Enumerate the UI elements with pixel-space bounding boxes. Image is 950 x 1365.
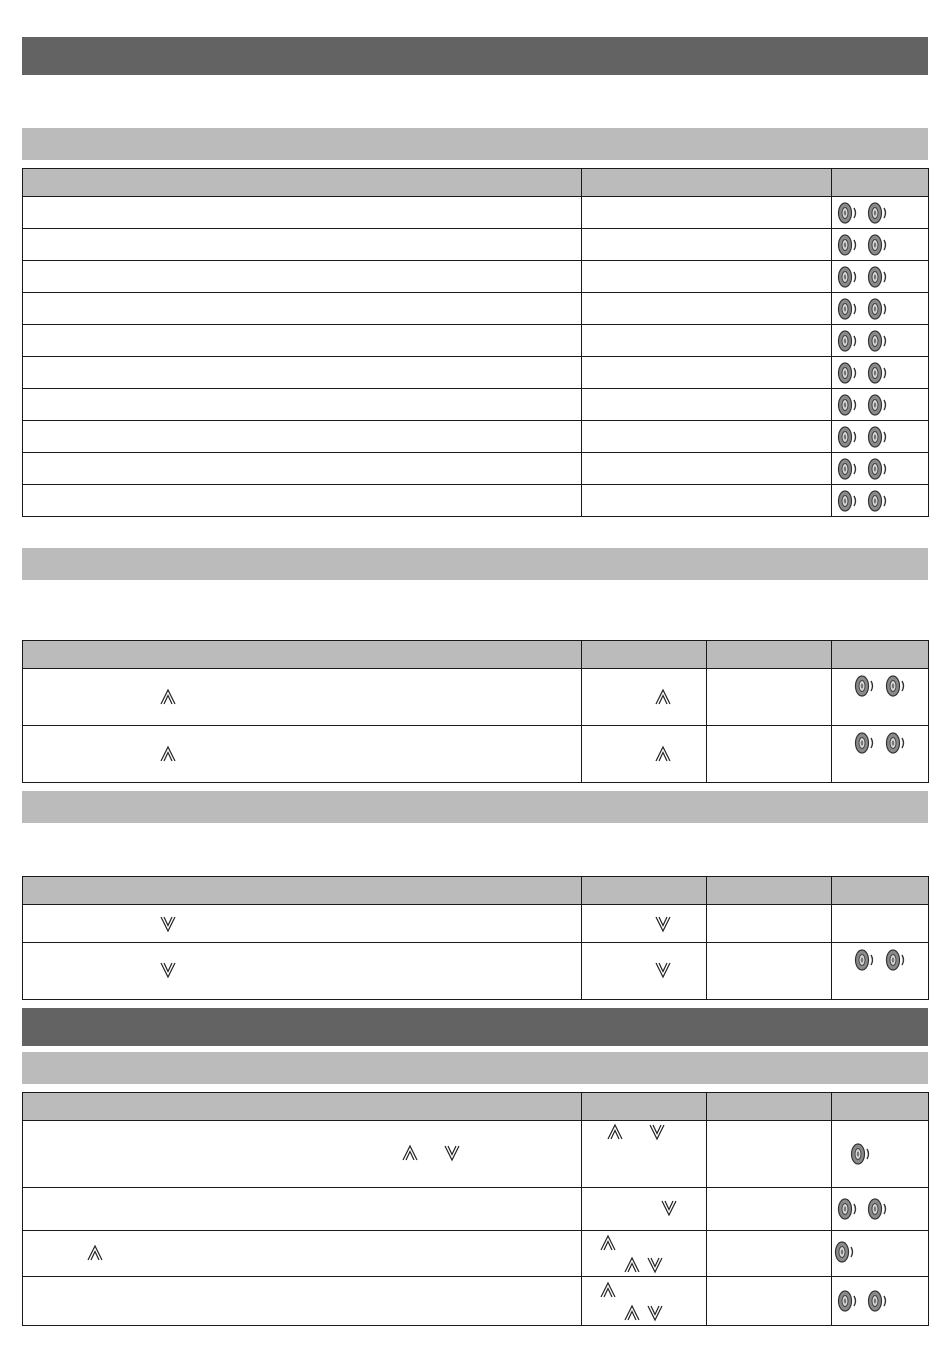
speaker-pair xyxy=(832,328,928,354)
speaker-icon xyxy=(835,360,861,386)
chevron-down-icon xyxy=(158,914,178,934)
table-header xyxy=(23,169,929,197)
table-row xyxy=(23,1188,929,1231)
speaker-pair xyxy=(832,232,928,258)
speaker-icon xyxy=(865,488,891,514)
speaker-pair xyxy=(832,200,928,226)
speaker-icon xyxy=(865,296,891,322)
chevron-up-icon xyxy=(400,1143,420,1163)
chevron-up-icon xyxy=(158,744,178,764)
speaker-pair xyxy=(832,1288,928,1314)
speaker-icon xyxy=(835,1196,861,1222)
speaker-icon xyxy=(852,947,878,973)
table-row xyxy=(23,229,929,261)
chevron-up-icon xyxy=(85,1243,105,1263)
chevron-up-icon xyxy=(598,1233,618,1253)
subsection-header-1a xyxy=(22,128,928,160)
table-row xyxy=(23,421,929,453)
subsection-header-1b xyxy=(22,548,928,580)
table-1 xyxy=(22,168,929,517)
table-header xyxy=(23,877,929,905)
speaker-icon xyxy=(835,264,861,290)
table-row xyxy=(23,357,929,389)
table-2 xyxy=(22,640,929,783)
chevron-up-icon xyxy=(653,687,673,707)
speaker-icon xyxy=(865,232,891,258)
chevron-down-icon xyxy=(659,1198,679,1218)
speaker-icon xyxy=(865,392,891,418)
speaker-pair xyxy=(832,264,928,290)
chevron-up-icon xyxy=(158,687,178,707)
subsection-header-1c xyxy=(22,791,928,823)
speaker-pair xyxy=(832,456,928,482)
speaker-icon xyxy=(865,1196,891,1222)
chevron-down-icon xyxy=(442,1143,462,1163)
speaker-icon xyxy=(865,264,891,290)
table-row xyxy=(23,325,929,357)
table-row xyxy=(23,905,929,943)
chevron-down-icon xyxy=(647,1122,667,1142)
chevron-up-icon xyxy=(605,1122,625,1142)
table-row xyxy=(23,453,929,485)
speaker-pair xyxy=(832,488,928,514)
chevron-down-icon xyxy=(158,960,178,980)
table-row xyxy=(23,293,929,325)
speaker-icon xyxy=(883,947,909,973)
speaker-icon xyxy=(883,673,909,699)
section-header-1 xyxy=(22,37,928,75)
section-header-2 xyxy=(22,1008,928,1046)
table-row xyxy=(23,389,929,421)
speaker-icon xyxy=(865,200,891,226)
speaker-icon xyxy=(835,328,861,354)
table-header xyxy=(23,641,929,669)
speaker-icon xyxy=(835,456,861,482)
table-row xyxy=(23,261,929,293)
speaker-pair xyxy=(832,392,928,418)
table-row xyxy=(23,197,929,229)
chevron-down-icon xyxy=(645,1303,665,1323)
speaker-icon xyxy=(835,232,861,258)
speaker-icon xyxy=(848,1141,874,1167)
speaker-icon xyxy=(865,1288,891,1314)
speaker-icon xyxy=(835,200,861,226)
speaker-icon xyxy=(865,456,891,482)
table-row xyxy=(23,1231,929,1277)
speaker-icon xyxy=(835,424,861,450)
speaker-pair xyxy=(832,1196,928,1222)
speaker-pair xyxy=(832,424,928,450)
table-row xyxy=(23,1121,929,1188)
chevron-up-icon xyxy=(653,744,673,764)
speaker-icon xyxy=(852,730,878,756)
table-row xyxy=(23,943,929,1000)
table-3 xyxy=(22,876,929,1000)
table-4 xyxy=(22,1092,929,1326)
speaker-icon xyxy=(865,424,891,450)
speaker-icon xyxy=(835,392,861,418)
speaker-icon xyxy=(852,673,878,699)
table-row xyxy=(23,485,929,517)
speaker-icon xyxy=(832,1239,858,1265)
table-header xyxy=(23,1093,929,1121)
chevron-up-icon xyxy=(622,1255,642,1275)
speaker-icon xyxy=(835,488,861,514)
chevron-down-icon xyxy=(653,960,673,980)
table-row xyxy=(23,669,929,726)
chevron-up-icon xyxy=(598,1280,618,1300)
speaker-icon xyxy=(835,296,861,322)
chevron-down-icon xyxy=(653,914,673,934)
speaker-icon xyxy=(865,360,891,386)
chevron-down-icon xyxy=(645,1255,665,1275)
speaker-icon xyxy=(883,730,909,756)
speaker-icon xyxy=(865,328,891,354)
speaker-icon xyxy=(835,1288,861,1314)
subsection-header-2a xyxy=(22,1052,928,1084)
speaker-pair xyxy=(832,296,928,322)
chevron-up-icon xyxy=(622,1303,642,1323)
table-row xyxy=(23,726,929,783)
speaker-pair xyxy=(832,360,928,386)
table-row xyxy=(23,1277,929,1326)
